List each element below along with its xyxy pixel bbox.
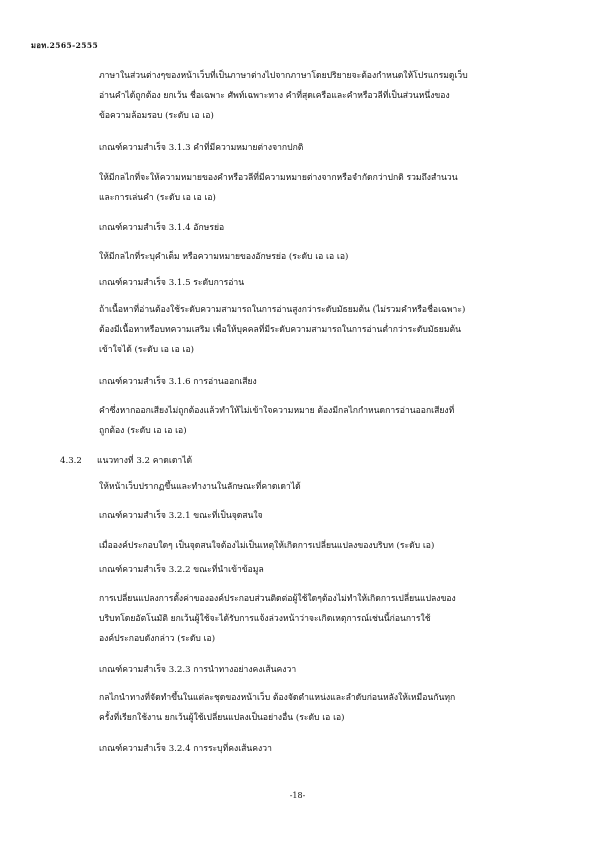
paragraph-line: เมื่อองค์ประกอบใดๆ เป็นจุดสนใจต้องไม่เป็นเหตุให้เกิดการเปลี่ยนแปลงของบริบท (ระดับ เอ) bbox=[99, 541, 435, 551]
criterion-heading: เกณฑ์ความสำเร็จ 3.2.2 ขณะที่นำเข้าข้อมูล bbox=[99, 565, 264, 575]
paragraph-line: ให้มีกลไกที่จะให้ความหมายของคำหรือวลีที่มีความหมายต่างจากหรือจำกัดกว่าปกติ รวมถึงสำนวน bbox=[99, 173, 458, 183]
paragraph-line: องค์ประกอบดังกล่าว (ระดับ เอ) bbox=[99, 634, 216, 644]
criterion-heading: เกณฑ์ความสำเร็จ 3.2.1 ขณะที่เป็นจุดสนใจ bbox=[99, 511, 263, 521]
paragraph-line: การเปลี่ยนแปลงการตั้งค่าขององค์ประกอบส่วนติดต่อผู้ใช้ใดๆต้องไม่ทำให้เกิดการเปลี่ยนแปลงของ bbox=[99, 594, 456, 604]
paragraph bbox=[99, 300, 539, 360]
paragraph bbox=[99, 66, 539, 126]
paragraph-line: ต้องมีเนื้อหาหรือบทความเสริม เพื่อให้บุคคลที่มีระดับความสามารถในการอ่านต่ำกว่าระดับมัธยมต้น bbox=[99, 325, 461, 335]
paragraph-line: ถ้าเนื้อหาที่อ่านต้องใช้ระดับความสามารถในการอ่านสูงกว่าระดับมัธยมต้น (ไม่รวมคำหรือชื่อเฉพาะ) bbox=[99, 305, 466, 315]
page-number: -18- bbox=[289, 791, 306, 800]
paragraph bbox=[99, 477, 539, 497]
paragraph-line: และการเล่นคำ (ระดับ เอ เอ เอ) bbox=[99, 193, 216, 203]
paragraph bbox=[99, 589, 539, 649]
paragraph-line: เข้าใจได้ (ระดับ เอ เอ เอ) bbox=[99, 345, 194, 355]
paragraph-line: ข้อความล้อมรอบ (ระดับ เอ เอ) bbox=[99, 111, 214, 121]
paragraph bbox=[99, 401, 539, 441]
paragraph bbox=[99, 688, 539, 728]
paragraph bbox=[99, 168, 539, 208]
paragraph-line: บริบทโดยอัตโนมัติ ยกเว้นผู้ใช้จะได้รับการแจ้งล่วงหน้าว่าจะเกิดเหตุการณ์เช่นนี้ก่อนการใช้ bbox=[99, 614, 431, 624]
paragraph-line: ภาษาในส่วนต่างๆของหน้าเว็บที่เป็นภาษาต่างไปจากภาษาโดยปริยายจะต้องกำหนดให้โปรแกรมดูเว็บ bbox=[99, 71, 468, 81]
criterion-heading: เกณฑ์ความสำเร็จ 3.1.3 คำที่มีความหมายต่างจากปกติ bbox=[99, 143, 304, 153]
section-number: 4.3.2 bbox=[60, 456, 82, 466]
criterion-heading: เกณฑ์ความสำเร็จ 3.1.6 การอ่านออกเสียง bbox=[99, 377, 257, 387]
section-heading bbox=[60, 455, 540, 467]
paragraph-line: ให้มีกลไกที่ระบุคำเต็ม หรือความหมายของอักษรย่อ (ระดับ เอ เอ เอ) bbox=[99, 252, 349, 262]
paragraph-line: คำซึ่งหากออกเสียงไม่ถูกต้องแล้วทำให้ไม่เข้าใจความหมาย ต้องมีกลไกกำหนดการอ่านออกเสียงที่ bbox=[99, 406, 455, 416]
criterion-heading: เกณฑ์ความสำเร็จ 3.2.3 การนำทางอย่างคงเส้นคงวา bbox=[99, 665, 297, 675]
paragraph-line: ครั้งที่เรียกใช้งาน ยกเว้นผู้ใช้เปลี่ยนแปลงเป็นอย่างอื่น (ระดับ เอ เอ) bbox=[99, 713, 345, 723]
section-title: แนวทางที่ 3.2 คาดเดาได้ bbox=[97, 456, 193, 466]
criterion-heading: เกณฑ์ความสำเร็จ 3.1.5 ระดับการอ่าน bbox=[99, 278, 245, 288]
document-code: มอท.2565-2555 bbox=[31, 41, 99, 50]
paragraph-line: กลไกนำทางที่จัดทำขึ้นในแต่ละชุดของหน้าเว็บ ต้องจัดตำแหน่งและลำดับก่อนหลังให้เหมือนกันทุก bbox=[99, 693, 456, 703]
paragraph-line: ถูกต้อง (ระดับ เอ เอ เอ) bbox=[99, 426, 187, 436]
paragraph bbox=[99, 247, 539, 267]
criterion-heading: เกณฑ์ความสำเร็จ 3.2.4 การระบุที่คงเส้นคงวา bbox=[99, 744, 272, 754]
paragraph bbox=[99, 536, 539, 556]
criterion-heading: เกณฑ์ความสำเร็จ 3.1.4 อักษรย่อ bbox=[99, 223, 225, 233]
paragraph-line: ให้หน้าเว็บปรากฏขึ้นและทำงานในลักษณะที่คาดเดาได้ bbox=[99, 482, 301, 492]
paragraph-line: อ่านคำได้ถูกต้อง ยกเว้น ชื่อเฉพาะ ศัพท์เฉพาะทาง คำที่สุดเครือและคำหรือวลีที่เป็นส่วนหนึ่งของ bbox=[99, 91, 450, 101]
